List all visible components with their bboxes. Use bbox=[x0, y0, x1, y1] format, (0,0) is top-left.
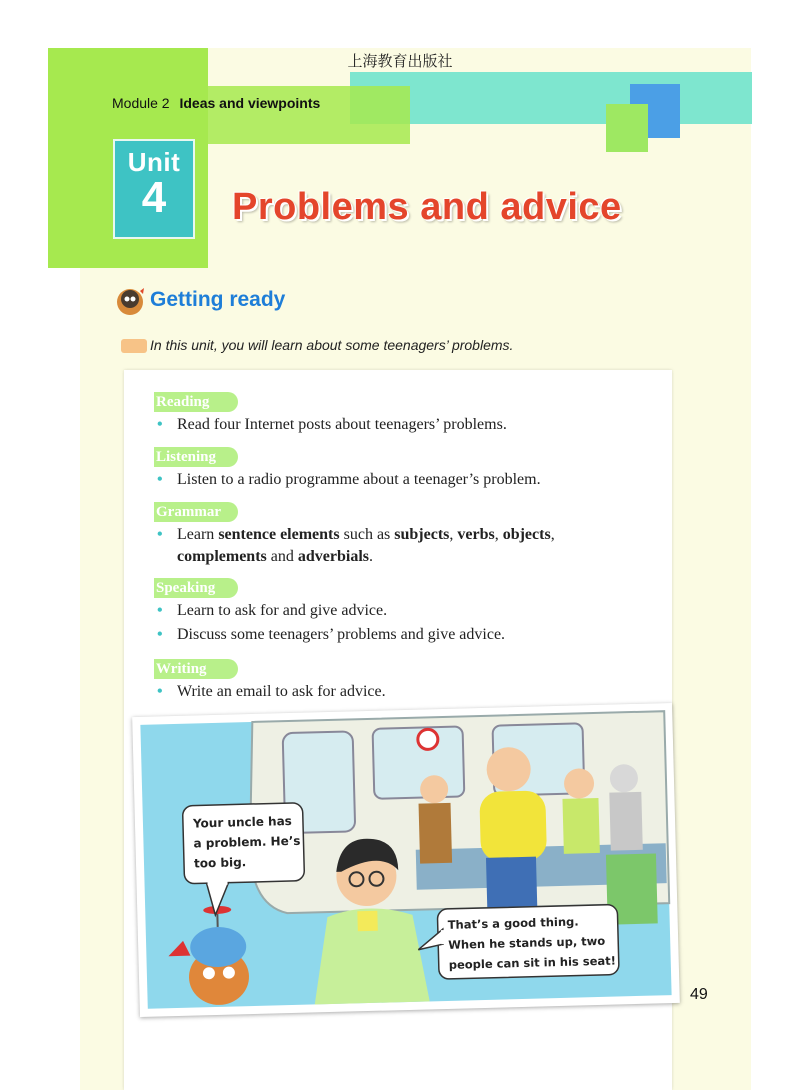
term-sentence-elements: sentence elements bbox=[218, 526, 340, 543]
item-text: , bbox=[494, 526, 503, 543]
list-item bbox=[154, 414, 507, 436]
bubble-left-line-1: Your uncle has bbox=[192, 813, 293, 831]
item-text: Learn to ask for and give advice. bbox=[177, 602, 388, 619]
list-item bbox=[154, 600, 505, 622]
item-text: . bbox=[369, 548, 373, 565]
item-text: Read four Internet posts about teenagers’ problems. bbox=[177, 416, 507, 433]
module-label: Module 2 bbox=[112, 95, 170, 111]
list-item bbox=[154, 524, 555, 568]
module-title: Ideas and viewpoints bbox=[179, 95, 321, 111]
term-subjects: subjects bbox=[394, 526, 450, 543]
section-writing bbox=[154, 659, 386, 703]
item-text: and bbox=[266, 548, 298, 565]
section-listening bbox=[154, 447, 541, 491]
list-item bbox=[154, 624, 505, 646]
section-label-grammar: Grammar bbox=[154, 502, 238, 522]
section-speaking bbox=[154, 578, 505, 646]
item-text: , bbox=[550, 526, 555, 543]
section-label-speaking: Speaking bbox=[154, 578, 238, 598]
section-grammar bbox=[154, 502, 555, 568]
item-text: Write an email to ask for advice. bbox=[177, 683, 386, 700]
bullet-icon: • bbox=[157, 416, 163, 433]
bubble-left-line-2: a problem. He’s bbox=[193, 833, 301, 851]
unit-number: 4 bbox=[141, 173, 167, 222]
bullet-icon: • bbox=[157, 471, 163, 488]
bullet-icon: • bbox=[157, 526, 163, 543]
term-adverbials: adverbials bbox=[297, 548, 369, 565]
item-text: , bbox=[449, 526, 458, 543]
section-label-listening: Listening bbox=[154, 447, 238, 467]
decor-teal-band bbox=[350, 72, 752, 124]
comic-scene bbox=[132, 703, 680, 1017]
module-header bbox=[112, 95, 320, 111]
item-text: such as bbox=[339, 526, 395, 543]
unit-badge bbox=[113, 139, 195, 239]
list-item bbox=[154, 681, 386, 703]
term-objects: objects bbox=[502, 526, 551, 543]
bubble-right-line-1: That’s a good thing. bbox=[447, 914, 579, 932]
page-number: 49 bbox=[690, 986, 708, 1003]
unit-word: Unit bbox=[127, 147, 181, 177]
bubble-left-line-3: too big. bbox=[193, 855, 247, 871]
publisher-name: 上海教育出版社 bbox=[347, 52, 453, 70]
robot-mascot-icon bbox=[114, 285, 146, 317]
bullet-icon: • bbox=[157, 626, 163, 643]
term-verbs: verbs bbox=[457, 526, 495, 543]
item-text: Listen to a radio programme about a teenager’s problem. bbox=[177, 471, 541, 488]
term-complements: complements bbox=[177, 548, 267, 565]
bubble-right-line-2: When he stands up, two bbox=[448, 933, 606, 952]
intro-text: In this unit, you will learn about some teenagers’ problems. bbox=[150, 337, 514, 353]
bullet-icon: • bbox=[157, 683, 163, 700]
list-item bbox=[154, 469, 541, 491]
section-label-reading: Reading bbox=[154, 392, 238, 412]
bubble-right-line-3: people can sit in his seat! bbox=[448, 953, 617, 972]
decor-green-square bbox=[606, 104, 648, 152]
item-text: Learn bbox=[177, 526, 219, 543]
comic-illustration bbox=[132, 703, 680, 1017]
item-text: Discuss some teenagers’ problems and give advice. bbox=[177, 626, 506, 643]
section-label-writing: Writing bbox=[154, 659, 238, 679]
section-reading bbox=[154, 392, 507, 436]
intro-marker bbox=[121, 339, 147, 353]
page-title: Problems and advice bbox=[232, 186, 622, 228]
bullet-icon: • bbox=[157, 602, 163, 619]
section-heading-getting-ready: Getting ready bbox=[150, 288, 286, 311]
